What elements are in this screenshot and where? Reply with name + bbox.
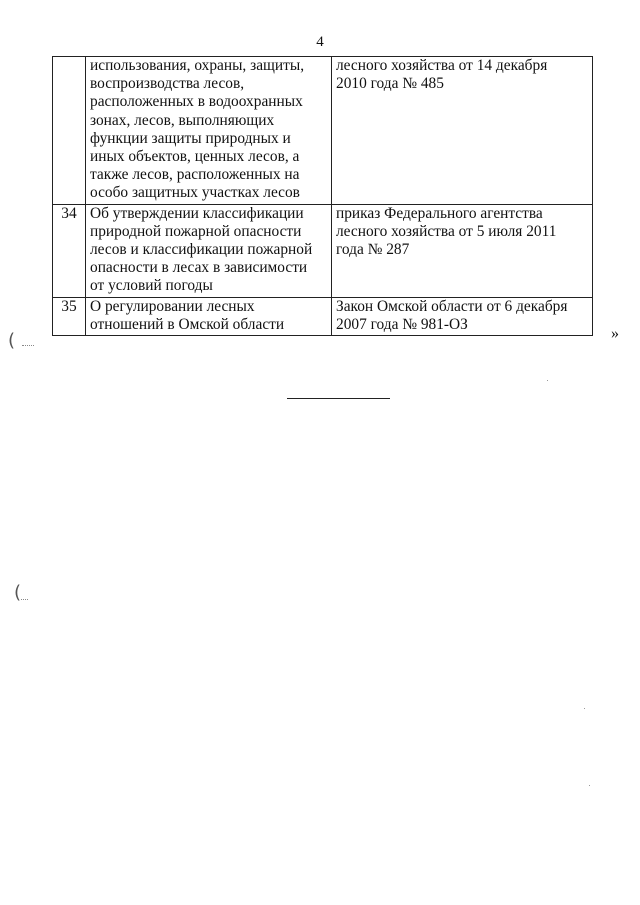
scan-speck bbox=[589, 785, 590, 786]
act-title-cell: Об утверждении классификации природной пожарной опасности лесов и классификации пожарной опасности в лесах в зависимости от условий погоды bbox=[86, 204, 332, 297]
adopting-document-cell: лесного хозяйства от 14 декабря 2010 года № 485 bbox=[332, 57, 593, 205]
scan-artifact-mark: ( bbox=[8, 330, 16, 351]
scan-artifact-dots bbox=[21, 599, 28, 600]
end-separator-line bbox=[287, 398, 390, 399]
table-row bbox=[53, 297, 593, 335]
adopting-document-cell: Закон Омской области от 6 декабря 2007 года № 981-ОЗ bbox=[332, 297, 593, 335]
scan-artifact-mark: ( bbox=[14, 582, 22, 603]
legal-acts-table bbox=[52, 56, 593, 336]
table-row bbox=[53, 204, 593, 297]
row-number-cell: 35 bbox=[53, 297, 86, 335]
act-title-cell: использования, охраны, защиты, воспроизводства лесов, расположенных в водоохранных зонах, лесов, выполняющих функции защиты природных и иных объектов, ценных лесов, а также лесов, расположенных на особо защитных участках лесов bbox=[86, 57, 332, 205]
adopting-document-cell: приказ Федерального агентства лесного хозяйства от 5 июля 2011 года № 287 bbox=[332, 204, 593, 297]
page-number: 4 bbox=[316, 34, 324, 50]
scan-speck bbox=[547, 380, 548, 381]
table-row bbox=[53, 57, 593, 205]
row-number-cell: 34 bbox=[53, 204, 86, 297]
scan-speck bbox=[584, 708, 585, 709]
act-title-cell: О регулировании лесных отношений в Омской области bbox=[86, 297, 332, 335]
closing-quote-mark: » bbox=[611, 325, 619, 342]
scan-artifact-dots bbox=[22, 345, 34, 346]
row-number-cell bbox=[53, 57, 86, 205]
